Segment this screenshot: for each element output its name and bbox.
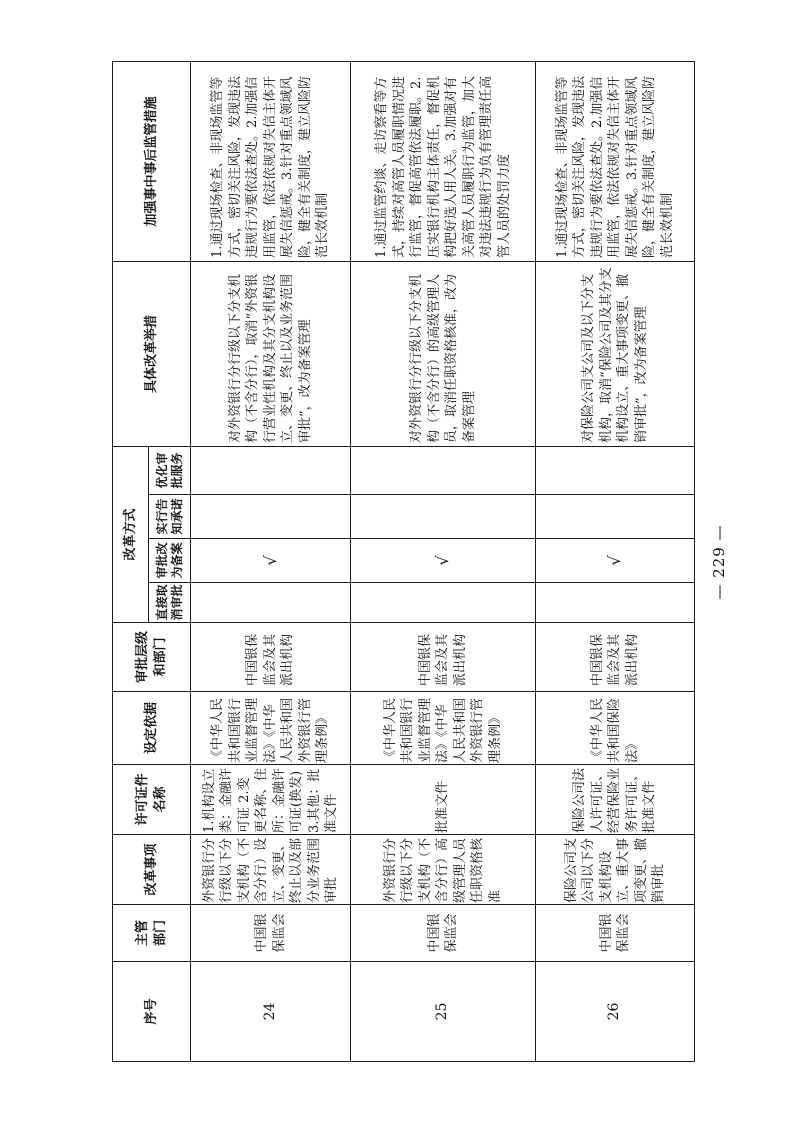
header-dept: 主管部门 xyxy=(113,905,191,962)
row-method-optimize xyxy=(536,446,695,494)
header-basis: 设定依据 xyxy=(113,692,191,765)
header-license: 许可证件名称 xyxy=(113,765,191,835)
row-index: 26 xyxy=(536,962,695,1062)
check-mark: √ xyxy=(260,555,280,566)
header-method-optimize: 优化审批服务 xyxy=(149,446,191,494)
header-supervision: 加强事中事后监管措施 xyxy=(113,61,191,261)
header-method: 改革方式 xyxy=(113,446,149,622)
row-dept: 中国银保监会 xyxy=(351,905,536,962)
row-method-cancel xyxy=(191,583,351,623)
row-method-optimize xyxy=(351,446,536,494)
table-row xyxy=(536,61,695,1061)
row-item: 外资银行分行级以下分支机构（不含分行）高级管理人员任职资格核准 xyxy=(351,835,536,905)
row-method-filing xyxy=(536,539,695,583)
reform-table xyxy=(112,61,695,1062)
header-index: 序号 xyxy=(113,962,191,1062)
row-license: 1.机构设立类：金融许可证 2.变更名称、住所：金融许可证(换发) 3.其他：批准文件 xyxy=(191,765,351,835)
row-index: 25 xyxy=(351,962,536,1062)
row-supervision: 1.通过现场检查、非现场监管等方式，密切关注风险，发现违法违规行为要依法查处。2.加强信用监管，依法依规对失信主体开展失信惩戒。3.针对重点领域风险，健全有关制度，建立风险防范长效机制 xyxy=(536,61,695,261)
row-basis: 《中华人民共和国银行业监督管理法》《中华人民共和国外资银行管理条例》 xyxy=(351,692,536,765)
row-method-notify xyxy=(351,495,536,539)
check-mark: √ xyxy=(433,555,453,566)
row-method-filing xyxy=(351,539,536,583)
row-item: 保险公司支公司以下分支机构设立、重大事项变更、撤销审批 xyxy=(536,835,695,905)
row-index: 24 xyxy=(191,962,351,1062)
page-number: — 229 — xyxy=(710,524,728,600)
row-item: 外资银行分行级以下分支机构（不含分行）设立、变更、终止以及部分业务范围审批 xyxy=(191,835,351,905)
row-license: 保险公司法人许可证、经营保险业务许可证、批准文件 xyxy=(536,765,695,835)
table-header-row xyxy=(113,61,149,1061)
row-license: 批准文件 xyxy=(351,765,536,835)
check-mark: √ xyxy=(605,555,625,566)
row-measures: 对外资银行分行级以下分支机构（不含分行），取消“外资银行营业性机构及其分支机构设立、变更、终止以及业务范围审批”，改为备案管理 xyxy=(191,261,351,446)
row-dept: 中国银保监会 xyxy=(191,905,351,962)
row-method-cancel xyxy=(351,583,536,623)
header-level: 审批层级和部门 xyxy=(113,623,191,692)
header-measures: 具体改革举措 xyxy=(113,261,191,446)
header-method-notify: 实行告知承诺 xyxy=(149,495,191,539)
row-method-notify xyxy=(536,495,695,539)
row-level: 中国银保监会及其派出机构 xyxy=(536,623,695,692)
header-method-filing: 审批改为备案 xyxy=(149,539,191,583)
table-row xyxy=(351,61,536,1061)
row-method-optimize xyxy=(191,446,351,494)
row-level: 中国银保监会及其派出机构 xyxy=(351,623,536,692)
row-level: 中国银保监会及其派出机构 xyxy=(191,623,351,692)
row-basis: 《中华人民共和国银行业监督管理法》《中华人民共和国外资银行管理条例》 xyxy=(191,692,351,765)
header-item: 改革事项 xyxy=(113,835,191,905)
row-measures: 对外资银行分行级以下分支机构（不含分行）的高级管理人员，取消任职资格核准，改为备案管理 xyxy=(351,261,536,446)
row-method-cancel xyxy=(536,583,695,623)
table-row xyxy=(191,61,351,1061)
row-supervision: 1.通过现场检查、非现场监管等方式，密切关注风险，发现违法违规行为要依法查处。2.加强信用监管，依法依规对失信主体开展失信惩戒。3.针对重点领域风险，健全有关制度，建立风险防范长效机制 xyxy=(191,61,351,261)
row-method-filing xyxy=(191,539,351,583)
row-basis: 《中华人民共和国保险法》 xyxy=(536,692,695,765)
row-method-notify xyxy=(191,495,351,539)
row-dept: 中国银保监会 xyxy=(536,905,695,962)
rotated-table-area xyxy=(112,62,732,1062)
header-method-cancel: 直接取消审批 xyxy=(149,583,191,623)
row-measures: 对保险公司支公司及以下分支机构，取消“保险公司及其分支机构设立、重大事项变更、撤销审批”，改为备案管理 xyxy=(536,261,695,446)
row-supervision: 1.通过监管约谈、走访察看等方式，持续对高管人员履职情况进行监管，督促高管依法履职。2.压实银行机构主体责任，督促机构把好选人用人关。3.加强对有关高管人员履职行为监管，加大对违法违规行为负有管理责任高管人员的处罚力度 xyxy=(351,61,536,261)
